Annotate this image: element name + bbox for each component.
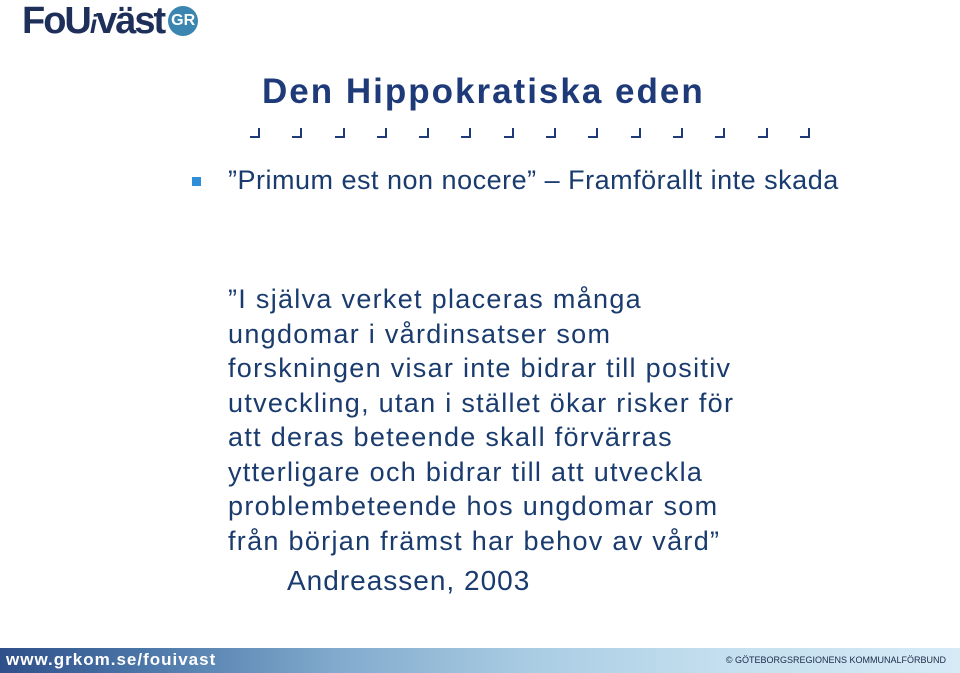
tick-mark bbox=[758, 128, 768, 138]
tick-mark bbox=[673, 128, 683, 138]
slide-title: Den Hippokratiska eden bbox=[262, 72, 705, 111]
tick-mark bbox=[419, 128, 429, 138]
quote-line: från början främst har behov av vård” bbox=[228, 525, 721, 556]
tick-mark bbox=[546, 128, 556, 138]
decorative-tick-row bbox=[250, 128, 810, 148]
tick-mark bbox=[504, 128, 514, 138]
tick-mark bbox=[800, 128, 810, 138]
footer-url-link[interactable]: www.grkom.se/fouivast bbox=[6, 650, 217, 669]
bullet-text: ”Primum est non nocere” – Framförallt inte skada bbox=[228, 165, 839, 195]
tick-mark bbox=[631, 128, 641, 138]
quote-line: ungdomar i vårdinsatser som bbox=[228, 318, 612, 349]
quote-line: forskningen visar inte bidrar till positiv bbox=[228, 353, 732, 383]
tick-mark bbox=[715, 128, 725, 138]
logo-wordmark: FoUiväst bbox=[22, 0, 165, 42]
quote-line: ”I själva verket placeras många bbox=[228, 284, 642, 314]
tick-mark bbox=[588, 128, 598, 138]
bullet-square-icon bbox=[192, 177, 201, 186]
tick-mark bbox=[377, 128, 387, 138]
quote-line: att deras beteende skall förvärras bbox=[228, 422, 673, 452]
footer-organization: © GÖTEBORGSREGIONENS KOMMUNALFÖRBUND bbox=[725, 655, 946, 665]
quote-block bbox=[228, 282, 888, 558]
fouivast-logo bbox=[22, 2, 198, 40]
quote-line: problembeteende hos ungdomar som bbox=[228, 491, 719, 521]
footer-bar bbox=[0, 648, 960, 673]
quote-line: utveckling, utan i stället ökar risker för bbox=[228, 387, 735, 418]
gr-logo-badge: GR bbox=[168, 6, 198, 36]
citation: Andreassen, 2003 bbox=[287, 565, 531, 596]
tick-mark bbox=[250, 128, 260, 138]
tick-mark bbox=[335, 128, 345, 138]
quote-line: ytterligare och bidrar till att utveckla bbox=[228, 456, 704, 487]
tick-mark bbox=[461, 128, 471, 138]
tick-mark bbox=[292, 128, 302, 138]
